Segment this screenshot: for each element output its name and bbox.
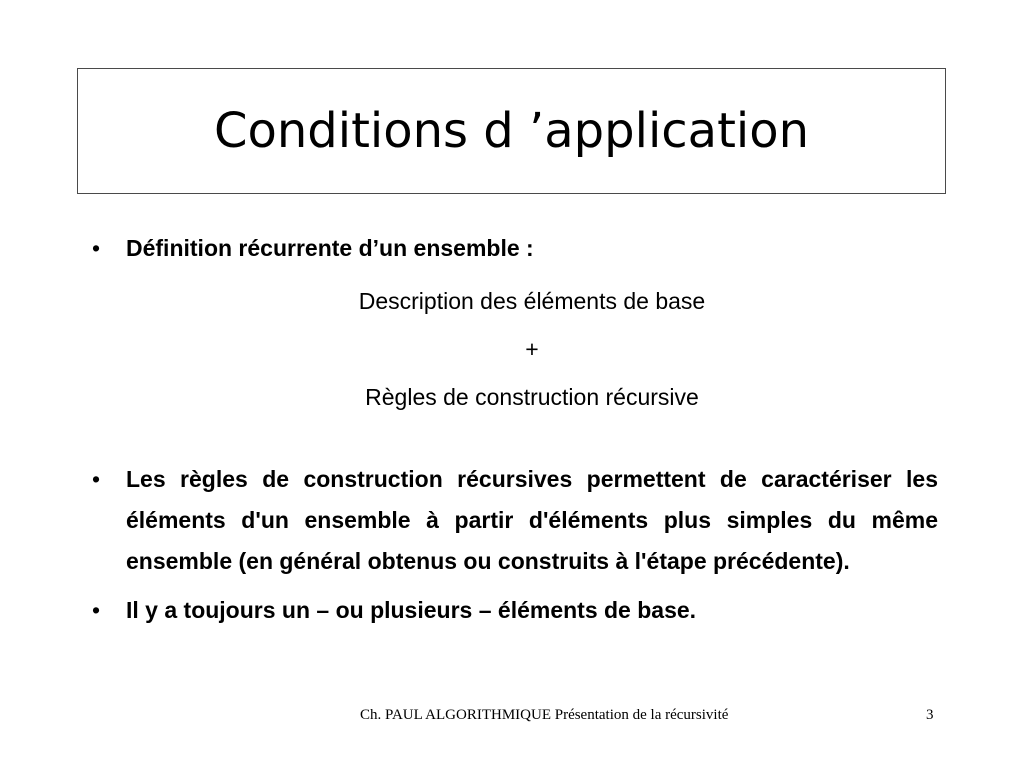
bullet-text: Les règles de construction récursives permettent de caractériser les éléments d'un ensemble à partir d'éléments plus simples du même ensemble (en général obtenus ou construits à l'étape précédente). <box>126 466 938 574</box>
bullet-item-definition <box>90 228 938 269</box>
bullet-text: Définition récurrente d’un ensemble : <box>126 235 534 261</box>
slide-body <box>90 228 938 631</box>
bullet-text: Il y a toujours un – ou plusieurs – éléments de base. <box>126 597 697 623</box>
title-box <box>77 68 946 194</box>
definition-line: Règles de construction récursive <box>365 384 699 410</box>
definition-line: + <box>525 336 539 362</box>
bullet-item-rules <box>90 459 938 582</box>
definition-line: Description des éléments de base <box>358 288 706 314</box>
page-number: 3 <box>926 707 934 723</box>
bullet-item-base-elements <box>90 590 938 631</box>
bullet-marker: • <box>92 235 101 261</box>
footer-text: Ch. PAUL ALGORITHMIQUE Présentation de la récursivité <box>360 707 729 723</box>
slide-title: Conditions d ’application <box>213 103 810 159</box>
bullet-marker: • <box>92 466 101 492</box>
bullet-marker: • <box>92 597 101 623</box>
definition-lines <box>90 277 938 421</box>
